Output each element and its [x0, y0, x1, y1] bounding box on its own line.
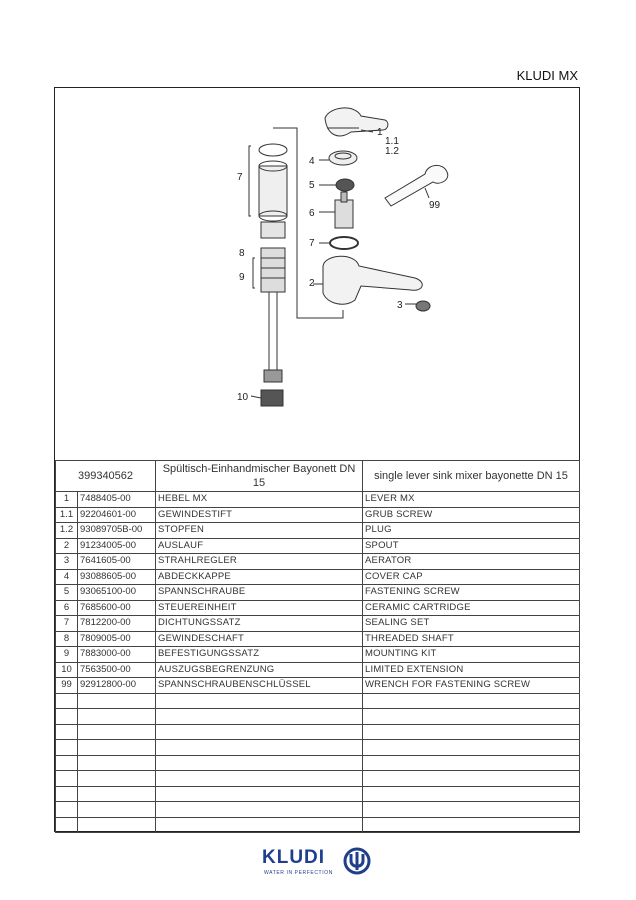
- part-name-english: PLUG: [363, 523, 580, 539]
- empty-row: [56, 771, 580, 787]
- callout-9: 9: [239, 272, 245, 283]
- exploded-view-svg: [55, 88, 579, 460]
- table-row: [56, 523, 580, 539]
- empty-row: [56, 755, 580, 771]
- part-position: 5: [56, 585, 78, 601]
- part-number: 7641605-00: [78, 554, 156, 570]
- limited-extension-part: [261, 390, 283, 406]
- table-row: [56, 554, 580, 570]
- callout-2: 2: [309, 278, 315, 289]
- empty-row: [56, 693, 580, 709]
- part-name-german: SPANNSCHRAUBE: [156, 585, 363, 601]
- part-number: 7685600-00: [78, 600, 156, 616]
- logo-tagline: WATER IN PERFECTION: [264, 870, 333, 876]
- empty-row: [56, 817, 580, 833]
- part-position: 7: [56, 616, 78, 632]
- table-row: [56, 678, 580, 694]
- spout-part: [323, 256, 422, 304]
- part-position: 3: [56, 554, 78, 570]
- exploded-view-drawing: [55, 88, 579, 460]
- part-name-german: HEBEL MX: [156, 492, 363, 508]
- part-name-german: STOPFEN: [156, 523, 363, 539]
- kludi-logo: [262, 843, 382, 883]
- part-number: 7809005-00: [78, 631, 156, 647]
- part-position: 4: [56, 569, 78, 585]
- part-name-german: STRAHLREGLER: [156, 554, 363, 570]
- part-name-english: LEVER MX: [363, 492, 580, 508]
- callout-1-2: 1.2: [385, 146, 399, 157]
- callout-10: 10: [237, 392, 249, 403]
- callout-99: 99: [429, 200, 441, 211]
- part-position: 1.2: [56, 523, 78, 539]
- empty-row: [56, 802, 580, 818]
- part-position: 6: [56, 600, 78, 616]
- part-number: 93065100-00: [78, 585, 156, 601]
- part-name-german: SPANNSCHRAUBENSCHLÜSSEL: [156, 678, 363, 694]
- parts-table-header: [56, 461, 580, 492]
- part-position: 2: [56, 538, 78, 554]
- logo-emblem-icon: [342, 846, 372, 876]
- article-number: 399340562: [56, 461, 156, 492]
- part-number: 93088605-00: [78, 569, 156, 585]
- parts-sheet-frame: [54, 87, 580, 832]
- part-name-english: AERATOR: [363, 554, 580, 570]
- part-name-german: AUSLAUF: [156, 538, 363, 554]
- empty-row: [56, 709, 580, 725]
- part-position: 10: [56, 662, 78, 678]
- part-number: 7563500-00: [78, 662, 156, 678]
- table-row: [56, 538, 580, 554]
- part-position: 99: [56, 678, 78, 694]
- part-name-german: ABDECKKAPPE: [156, 569, 363, 585]
- part-name-english: FASTENING SCREW: [363, 585, 580, 601]
- callout-7a: 7: [237, 172, 243, 183]
- empty-row: [56, 786, 580, 802]
- part-number: 92912800-00: [78, 678, 156, 694]
- part-name-english: WRENCH FOR FASTENING SCREW: [363, 678, 580, 694]
- part-name-english: MOUNTING KIT: [363, 647, 580, 663]
- part-name-english: LIMITED EXTENSION: [363, 662, 580, 678]
- part-name-english: THREADED SHAFT: [363, 631, 580, 647]
- parts-table: [55, 460, 580, 833]
- table-row: [56, 631, 580, 647]
- part-position: 1: [56, 492, 78, 508]
- callout-1: 1: [377, 127, 383, 138]
- logo-wordmark: KLUDI: [262, 847, 326, 868]
- part-name-german: GEWINDESCHAFT: [156, 631, 363, 647]
- part-name-english: SEALING SET: [363, 616, 580, 632]
- part-name-english: COVER CAP: [363, 569, 580, 585]
- part-name-english: SPOUT: [363, 538, 580, 554]
- table-row: [56, 569, 580, 585]
- o-ring-part: [330, 237, 358, 249]
- part-name-german: DICHTUNGSSATZ: [156, 616, 363, 632]
- table-row: [56, 647, 580, 663]
- part-number: 7883000-00: [78, 647, 156, 663]
- part-name-english: GRUB SCREW: [363, 507, 580, 523]
- part-name-english: CERAMIC CARTRIDGE: [363, 600, 580, 616]
- empty-row: [56, 740, 580, 756]
- table-row: [56, 507, 580, 523]
- table-row: [56, 585, 580, 601]
- sealing-set-part: [259, 166, 287, 216]
- empty-row: [56, 724, 580, 740]
- callout-7b: 7: [309, 238, 315, 249]
- callout-3: 3: [397, 300, 403, 311]
- aerator-part: [416, 301, 430, 311]
- callout-1-1: 1.1: [385, 136, 399, 147]
- table-row: [56, 662, 580, 678]
- table-row: [56, 616, 580, 632]
- part-position: 9: [56, 647, 78, 663]
- part-number: 92204601-00: [78, 507, 156, 523]
- callout-6: 6: [309, 208, 315, 219]
- cartridge-part: [335, 200, 353, 228]
- table-row: [56, 600, 580, 616]
- title-german: Spültisch-Einhandmischer Bayonett DN 15: [156, 461, 363, 492]
- title-english: single lever sink mixer bayonette DN 15: [363, 461, 580, 492]
- part-position: 1.1: [56, 507, 78, 523]
- part-name-german: AUSZUGSBEGRENZUNG: [156, 662, 363, 678]
- table-row: [56, 492, 580, 508]
- fastening-screw-part: [336, 179, 354, 191]
- part-number: 7488405-00: [78, 492, 156, 508]
- brand-title: KLUDI MX: [516, 68, 578, 83]
- callout-5: 5: [309, 180, 315, 191]
- mounting-kit-part: [261, 248, 285, 292]
- part-number: 93089705B-00: [78, 523, 156, 539]
- callout-8: 8: [239, 248, 245, 259]
- part-name-german: GEWINDESTIFT: [156, 507, 363, 523]
- part-number: 91234005-00: [78, 538, 156, 554]
- part-name-german: BEFESTIGUNGSSATZ: [156, 647, 363, 663]
- callout-4: 4: [309, 156, 315, 167]
- part-name-german: STEUEREINHEIT: [156, 600, 363, 616]
- part-position: 8: [56, 631, 78, 647]
- part-number: 7812200-00: [78, 616, 156, 632]
